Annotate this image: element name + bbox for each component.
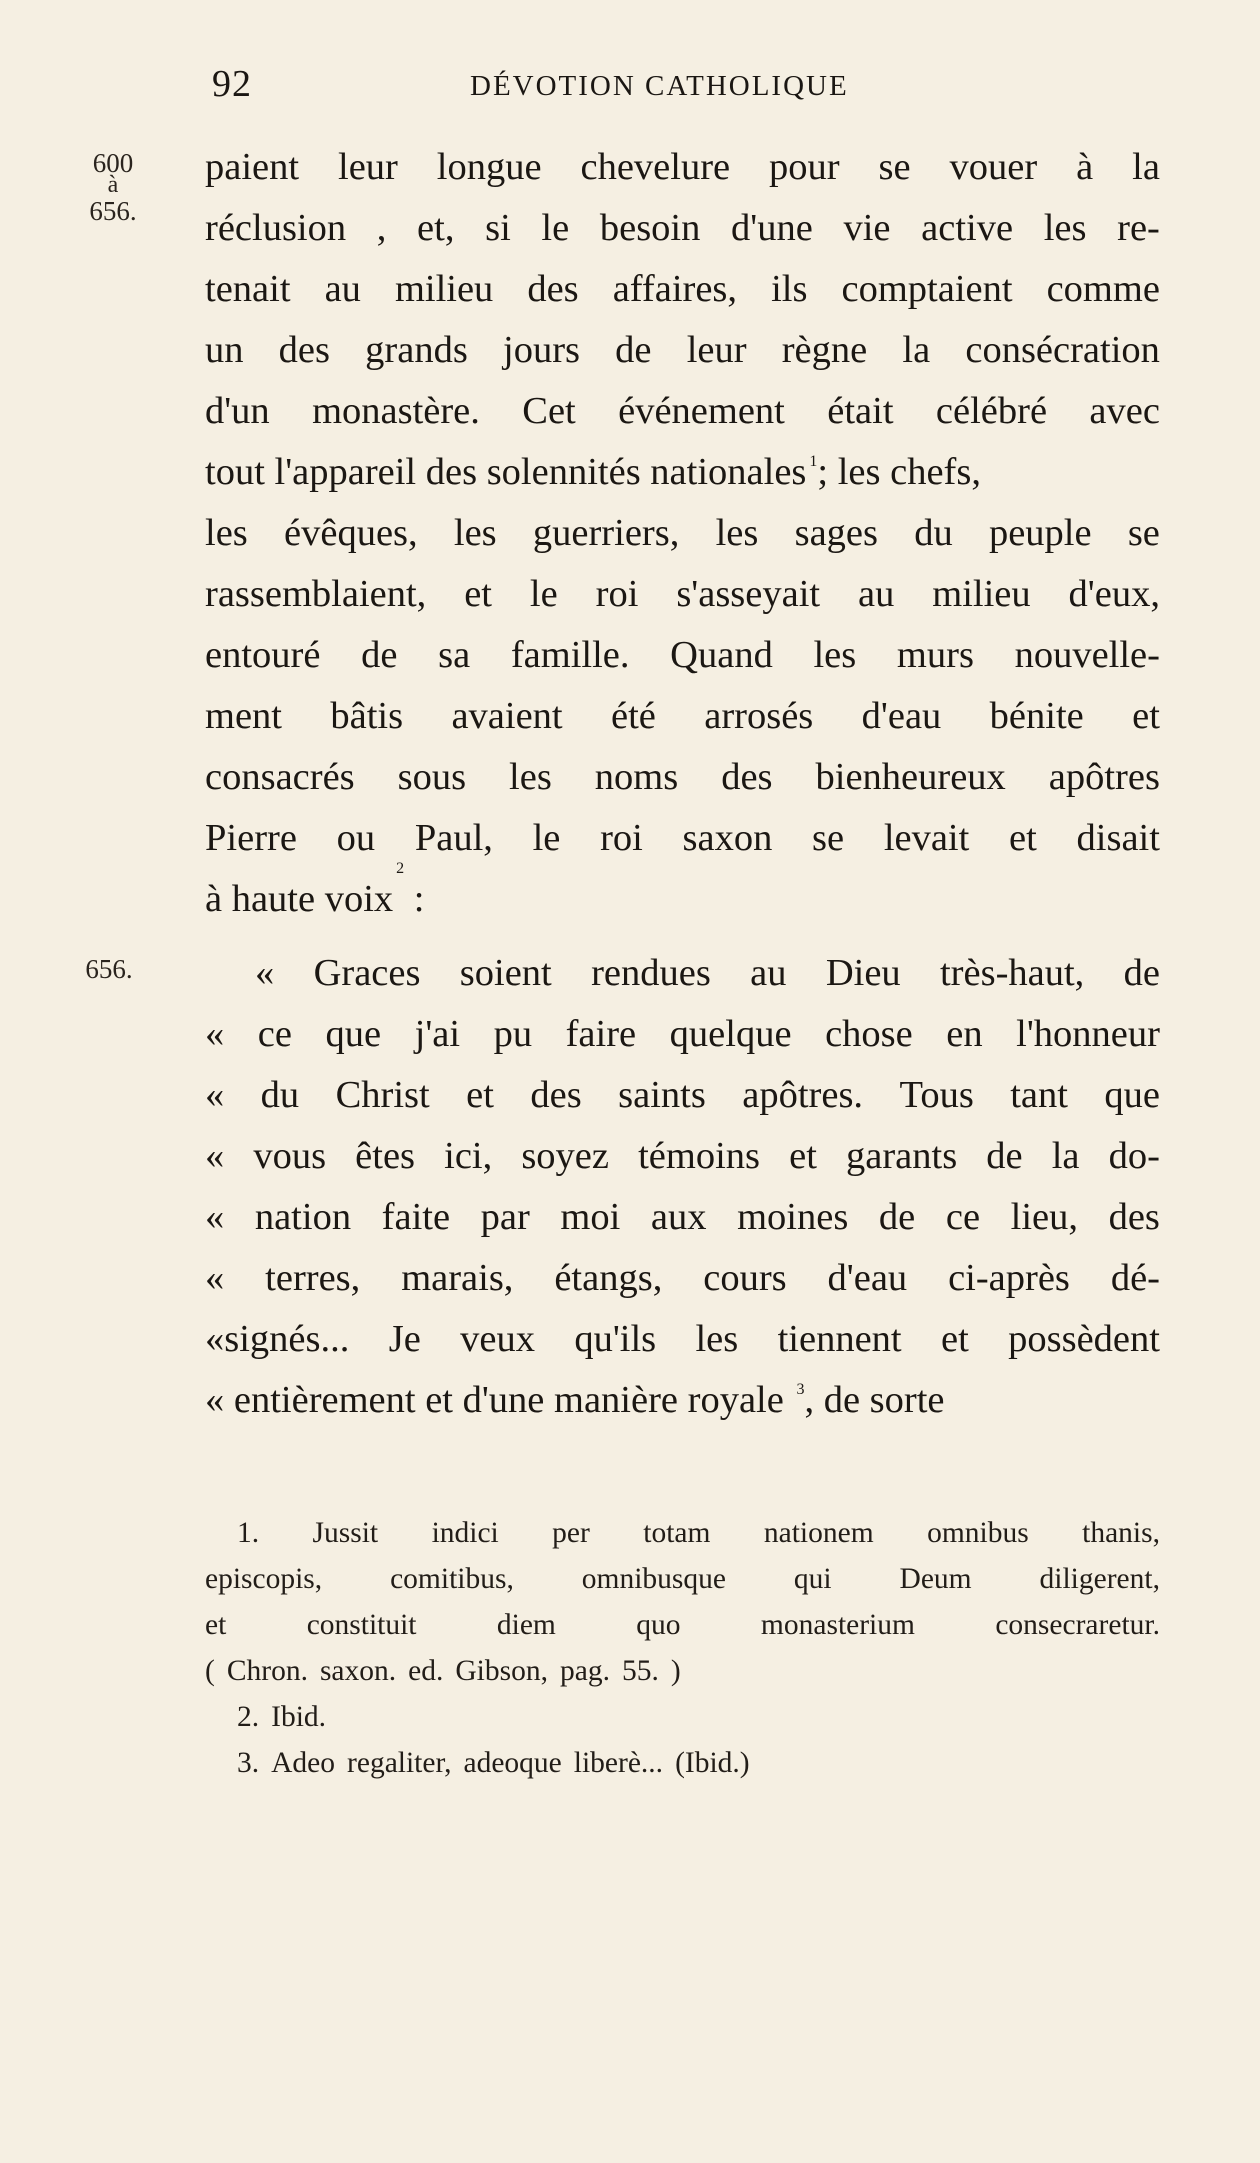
text-line: ment bâtis avaient été arrosés d'eau bénite et [205,695,1160,737]
footnote-line: ( Chron. saxon. ed. Gibson, pag. 55. ) [205,1655,681,1687]
text-line: réclusion , et, si le besoin d'une vie active les re- [205,207,1160,249]
quote-line: « terres, marais, étangs, cours d'eau ci-après dé- [205,1257,1160,1299]
text-line: rassemblaient, et le roi s'asseyait au milieu d'eux, [205,573,1160,615]
margin-year-656: 656. [85,954,133,984]
quote-line: « Graces soient rendues au Dieu très-haut, de [255,952,1160,994]
quote-line [205,1370,1160,1431]
quote-line: « nation faite par moi aux moines de ce lieu, des [205,1196,1160,1238]
text-fragment: , de sorte [804,1379,945,1421]
footnote-line: episcopis, comitibus, omnibusque qui Deum diligerent, [205,1563,1160,1595]
margin-year-start: 600 [92,148,134,178]
text-fragment: tout l'appareil des solennités nationales [205,451,807,493]
text-line: Pierre ou Paul, le roi saxon se levait et disait [205,817,1160,859]
text-line: un des grands jours de leur règne la consécration [205,329,1160,371]
footnote-ref: 2 [396,860,405,877]
text-line [205,442,1160,503]
text-fragment: ; les chefs, [817,451,981,493]
footnote-line: 2. Ibid. [237,1701,327,1733]
text-line: d'un monastère. Cet événement était célébré avec [205,390,1160,432]
margin-year-end: 656. [89,196,137,226]
text-fragment: « entièrement et d'une manière royale [205,1379,784,1421]
text-line: paient leur longue chevelure pour se vouer à la [205,146,1160,188]
text-line [205,860,1160,930]
text-line: les évêques, les guerriers, les sages du peuple se [205,512,1160,554]
quotation [205,943,1160,1431]
text-line: entouré de sa famille. Quand les murs nouvelle- [205,634,1160,676]
quote-line: « du Christ et des saints apôtres. Tous tant que [205,1074,1160,1116]
footnotes [205,1510,1160,1786]
text-line: tenait au milieu des affaires, ils comptaient comme [205,268,1160,310]
quote-line: «signés... Je veux qu'ils les tiennent et possèdent [205,1318,1160,1360]
running-title: DÉVOTION CATHOLIQUE [470,70,849,102]
footnote-line: 1. Jussit indici per totam nationem omnibus thanis, [237,1517,1160,1549]
footnote-line: 3. Adeo regaliter, adeoque liberè... (Ibid.) [237,1747,750,1779]
footnote-line: et constituit diem quo monasterium consecraretur. [205,1609,1160,1641]
body-paragraph [205,137,1160,930]
page-number: 92 [212,63,252,105]
footnote-ref: 3 [796,1381,805,1398]
margin-year-separator: à [107,172,119,198]
footnote-ref: 1 [809,453,818,470]
text-fragment: à haute voix [205,878,394,920]
text-line: consacrés sous les noms des bienheureux apôtres [205,756,1160,798]
quote-line: « vous êtes ici, soyez témoins et garants de la do- [205,1135,1160,1177]
text-fragment: : [413,878,425,920]
quote-line: « ce que j'ai pu faire quelque chose en l'honneur [205,1013,1160,1055]
